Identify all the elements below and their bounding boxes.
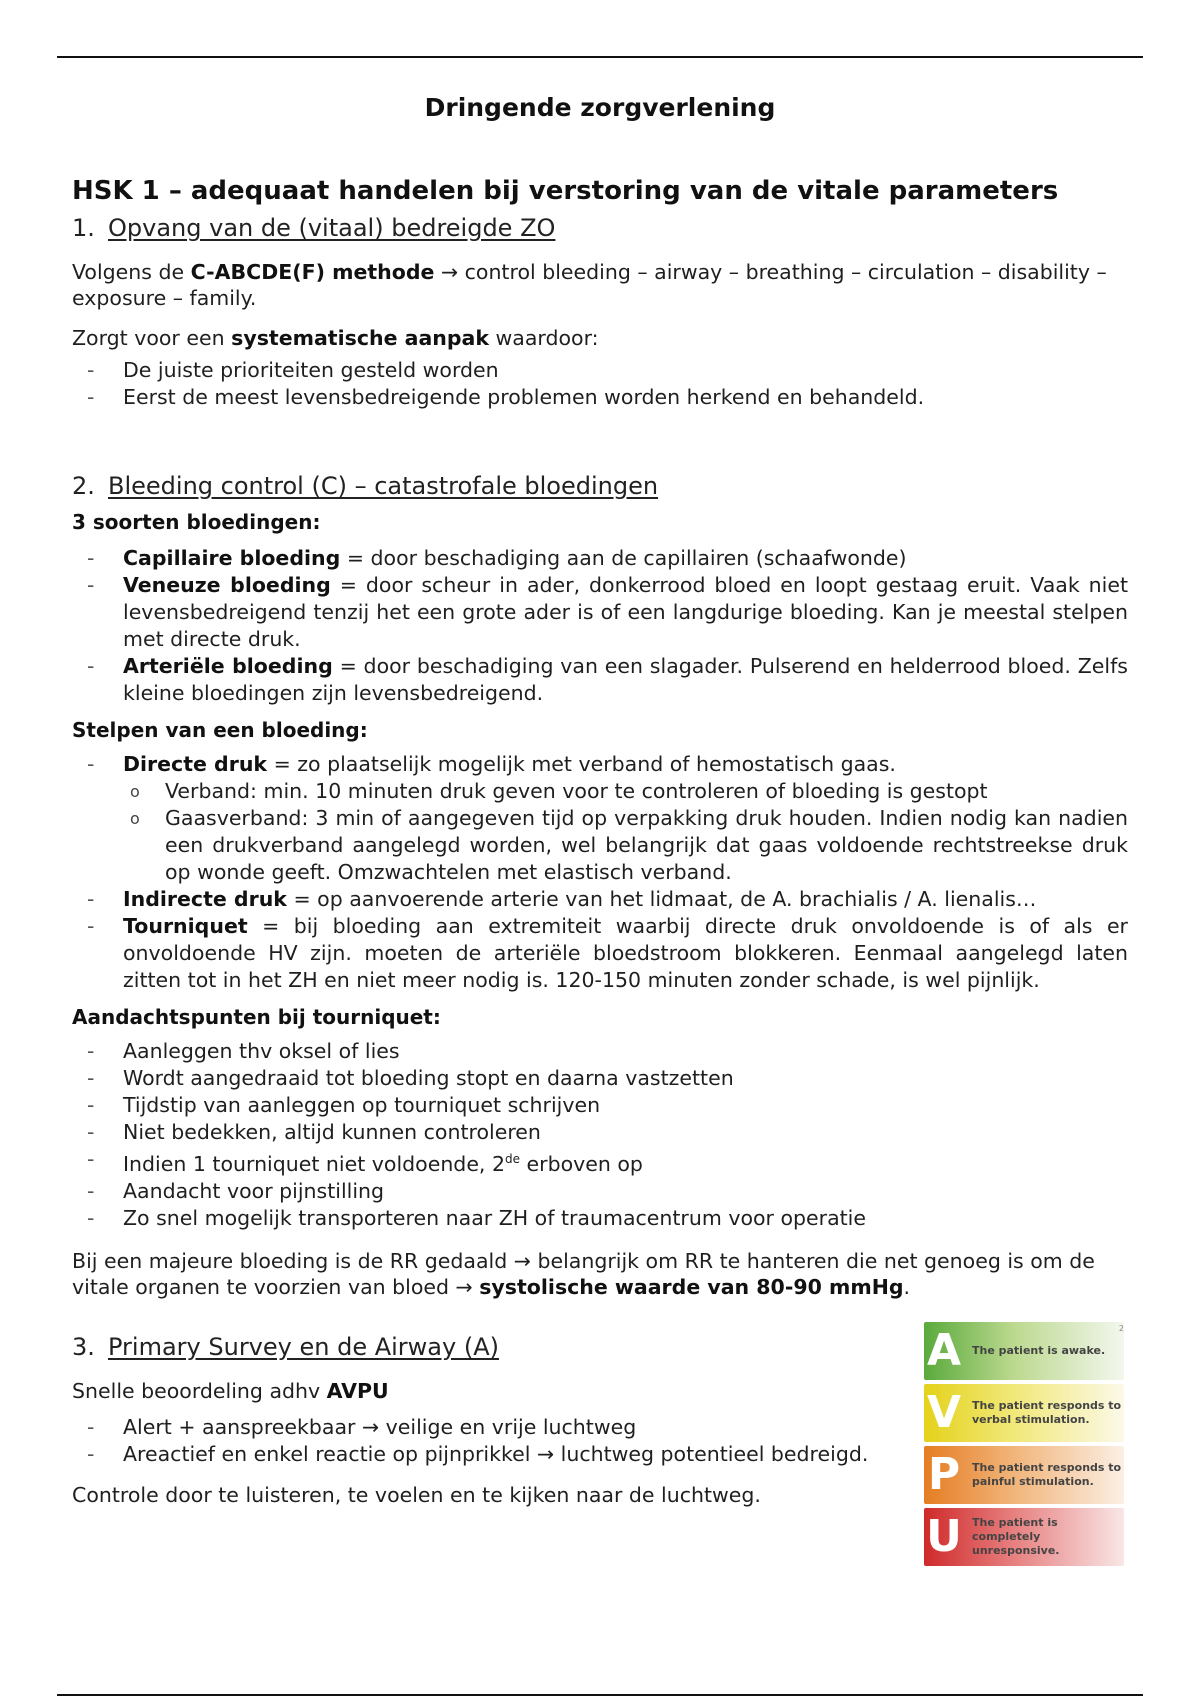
bottom-rule xyxy=(57,1694,1143,1696)
avpu-letter: U xyxy=(926,1510,962,1562)
bullet-list xyxy=(72,751,1128,994)
list-item xyxy=(72,572,1128,653)
text: = door beschadiging van een slagader. Pulserend en helderrood bloed. Zelfs kleine bloedingen zijn levensbedreigend. xyxy=(123,654,1128,705)
bold-text: Indirecte druk xyxy=(123,887,287,911)
bullet-list xyxy=(72,1038,1128,1232)
list-item xyxy=(72,886,1128,913)
sub-list-item: o Verband: min. 10 minuten druk geven voor te controleren of bloeding is gestopt xyxy=(72,778,1128,805)
text: = op aanvoerende arterie van het lidmaat, de A. brachialis / A. lienalis… xyxy=(286,887,1037,911)
bold-text: systolische waarde van 80-90 mmHg xyxy=(479,1274,904,1299)
list-item xyxy=(72,751,1128,886)
document-title: Dringende zorgverlening xyxy=(424,93,776,122)
section-title: Primary Survey en de Airway (A) xyxy=(108,1332,499,1361)
section-number: 1. xyxy=(72,214,95,242)
list-item xyxy=(72,545,1128,572)
bullet-list xyxy=(72,545,1128,707)
top-rule xyxy=(57,56,1143,58)
avpu-description: The patient is completely unresponsive. xyxy=(972,1515,1060,1557)
section-number: 2. xyxy=(72,472,95,500)
avpu-row-pain xyxy=(924,1446,1124,1504)
section-2-heading xyxy=(72,469,1128,503)
section-1-heading xyxy=(72,211,1128,245)
text: . xyxy=(903,1274,911,1299)
section-number: 3. xyxy=(72,1332,95,1361)
paragraph xyxy=(72,259,1128,311)
list-item xyxy=(72,913,1128,994)
sub-list xyxy=(123,778,1128,886)
avpu-description: The patient is awake. xyxy=(972,1343,1106,1357)
subheading: Stelpen van een bloeding: xyxy=(72,718,368,742)
list-item: - Niet bedekken, altijd kunnen controleren xyxy=(72,1119,1128,1146)
section-3 xyxy=(72,1323,1128,1562)
avpu-letter: A xyxy=(926,1324,962,1376)
text: Snelle beoordeling adhv xyxy=(72,1378,327,1403)
list-item: - Zo snel mogelijk transporteren naar ZH of traumacentrum voor operatie xyxy=(72,1205,1128,1232)
document-page xyxy=(72,78,1128,1562)
list-item: - Tijdstip van aanleggen op tourniquet schrijven xyxy=(72,1092,1128,1119)
text: Indien 1 tourniquet niet voldoende, 2 xyxy=(123,1151,506,1176)
text: = zo plaatselijk mogelijk met verband of hemostatisch gaas. xyxy=(267,752,896,776)
bold-text: C-ABCDE(F) methode xyxy=(190,260,435,284)
list-item: - Eerst de meest levensbedreigende problemen worden herkend en behandeld. xyxy=(72,384,1128,411)
subheading: 3 soorten bloedingen: xyxy=(72,510,321,534)
bold-text: AVPU xyxy=(326,1378,389,1403)
list-item: - Aanleggen thv oksel of lies xyxy=(72,1038,1128,1065)
section-3-text xyxy=(72,1330,912,1508)
text: erboven op xyxy=(520,1151,643,1176)
list-item: - Aandacht voor pijnstilling xyxy=(72,1178,1128,1205)
paragraph xyxy=(72,1378,912,1404)
avpu-letter: V xyxy=(926,1386,962,1438)
bold-text: Tourniquet xyxy=(123,914,248,938)
list-item: - Wordt aangedraaid tot bloeding stopt en daarna vastzetten xyxy=(72,1065,1128,1092)
avpu-description: The patient responds to painful stimulation. xyxy=(972,1460,1122,1488)
bold-text: Directe druk xyxy=(123,752,268,776)
avpu-scale-image xyxy=(924,1322,1124,1570)
list-item: - Alert + aanspreekbaar → veilige en vrije luchtweg xyxy=(72,1414,912,1441)
text: = bij bloeding aan extremiteit waarbij directe druk onvoldoende is of als er onvoldoende HV zijn. moeten de arteriële bloedstroom blokkeren. Eenmaal aangelegd laten zitten tot in het ZH en niet meer nodig is. 120-150 minuten zonder schade, is wel pijnlijk. xyxy=(123,914,1128,992)
section-title: Opvang van de (vitaal) bedreigde ZO xyxy=(108,214,556,242)
bold-text: Capillaire bloeding xyxy=(123,546,341,570)
page-mark: 2 xyxy=(1118,1323,1124,1333)
section-title: Bleeding control (C) – catastrofale bloedingen xyxy=(108,472,659,500)
text: = door scheur in ader, donkerrood bloed en loopt gestaag eruit. Vaak niet levensbedreigend tenzij het een grote ader is of een langdurige bloeding. Kan je meestal stelpen met directe druk. xyxy=(123,573,1128,651)
list-item xyxy=(72,1146,1128,1178)
superscript: de xyxy=(505,1152,521,1166)
text: Bij een majeure bloeding is de RR gedaald → belangrijk om RR te hanteren die net genoeg is om de vitale organen te voorzien van bloed → xyxy=(72,1248,1095,1299)
bold-text: systematische aanpak xyxy=(231,326,490,350)
paragraph xyxy=(72,1248,1128,1300)
section-3-heading xyxy=(72,1330,912,1364)
avpu-row-verbal xyxy=(924,1384,1124,1442)
text: waardoor: xyxy=(489,326,599,350)
text: Zorgt voor een xyxy=(72,326,232,350)
bold-text: Veneuze bloeding xyxy=(123,573,331,597)
text: → control bleeding – airway – breathing – circulation – disability – exposure – family. xyxy=(72,260,1107,310)
bullet-list xyxy=(72,1414,912,1468)
chapter-heading: HSK 1 – adequaat handelen bij verstoring van de vitale parameters xyxy=(72,176,1059,206)
text: Volgens de xyxy=(72,260,191,284)
bold-text: Arteriële bloeding xyxy=(123,654,333,678)
sub-list-item: o Gaasverband: 3 min of aangegeven tijd op verpakking druk houden. Indien nodig kan nadien een drukverband aangelegd worden, wel belangrijk dat gaas voldoende rechtstreekse druk op wonde geeft. Omzwachtelen met elastisch verband. xyxy=(72,805,1128,886)
paragraph: Controle door te luisteren, te voelen en te kijken naar de luchtweg. xyxy=(72,1482,761,1507)
avpu-row-alert xyxy=(924,1322,1124,1380)
avpu-row-unresponsive xyxy=(924,1508,1124,1566)
avpu-description: The patient responds to verbal stimulation. xyxy=(972,1398,1122,1426)
avpu-letter: P xyxy=(927,1448,961,1500)
paragraph xyxy=(72,325,1128,351)
bullet-list xyxy=(72,357,1128,411)
list-item: - De juiste prioriteiten gesteld worden xyxy=(72,357,1128,384)
list-item xyxy=(72,653,1128,707)
list-item: - Areactief en enkel reactie op pijnprikkel → luchtweg potentieel bedreigd. xyxy=(72,1441,912,1468)
text: = door beschadiging aan de capillairen (schaafwonde) xyxy=(340,546,907,570)
subheading: Aandachtspunten bij tourniquet: xyxy=(72,1005,441,1029)
